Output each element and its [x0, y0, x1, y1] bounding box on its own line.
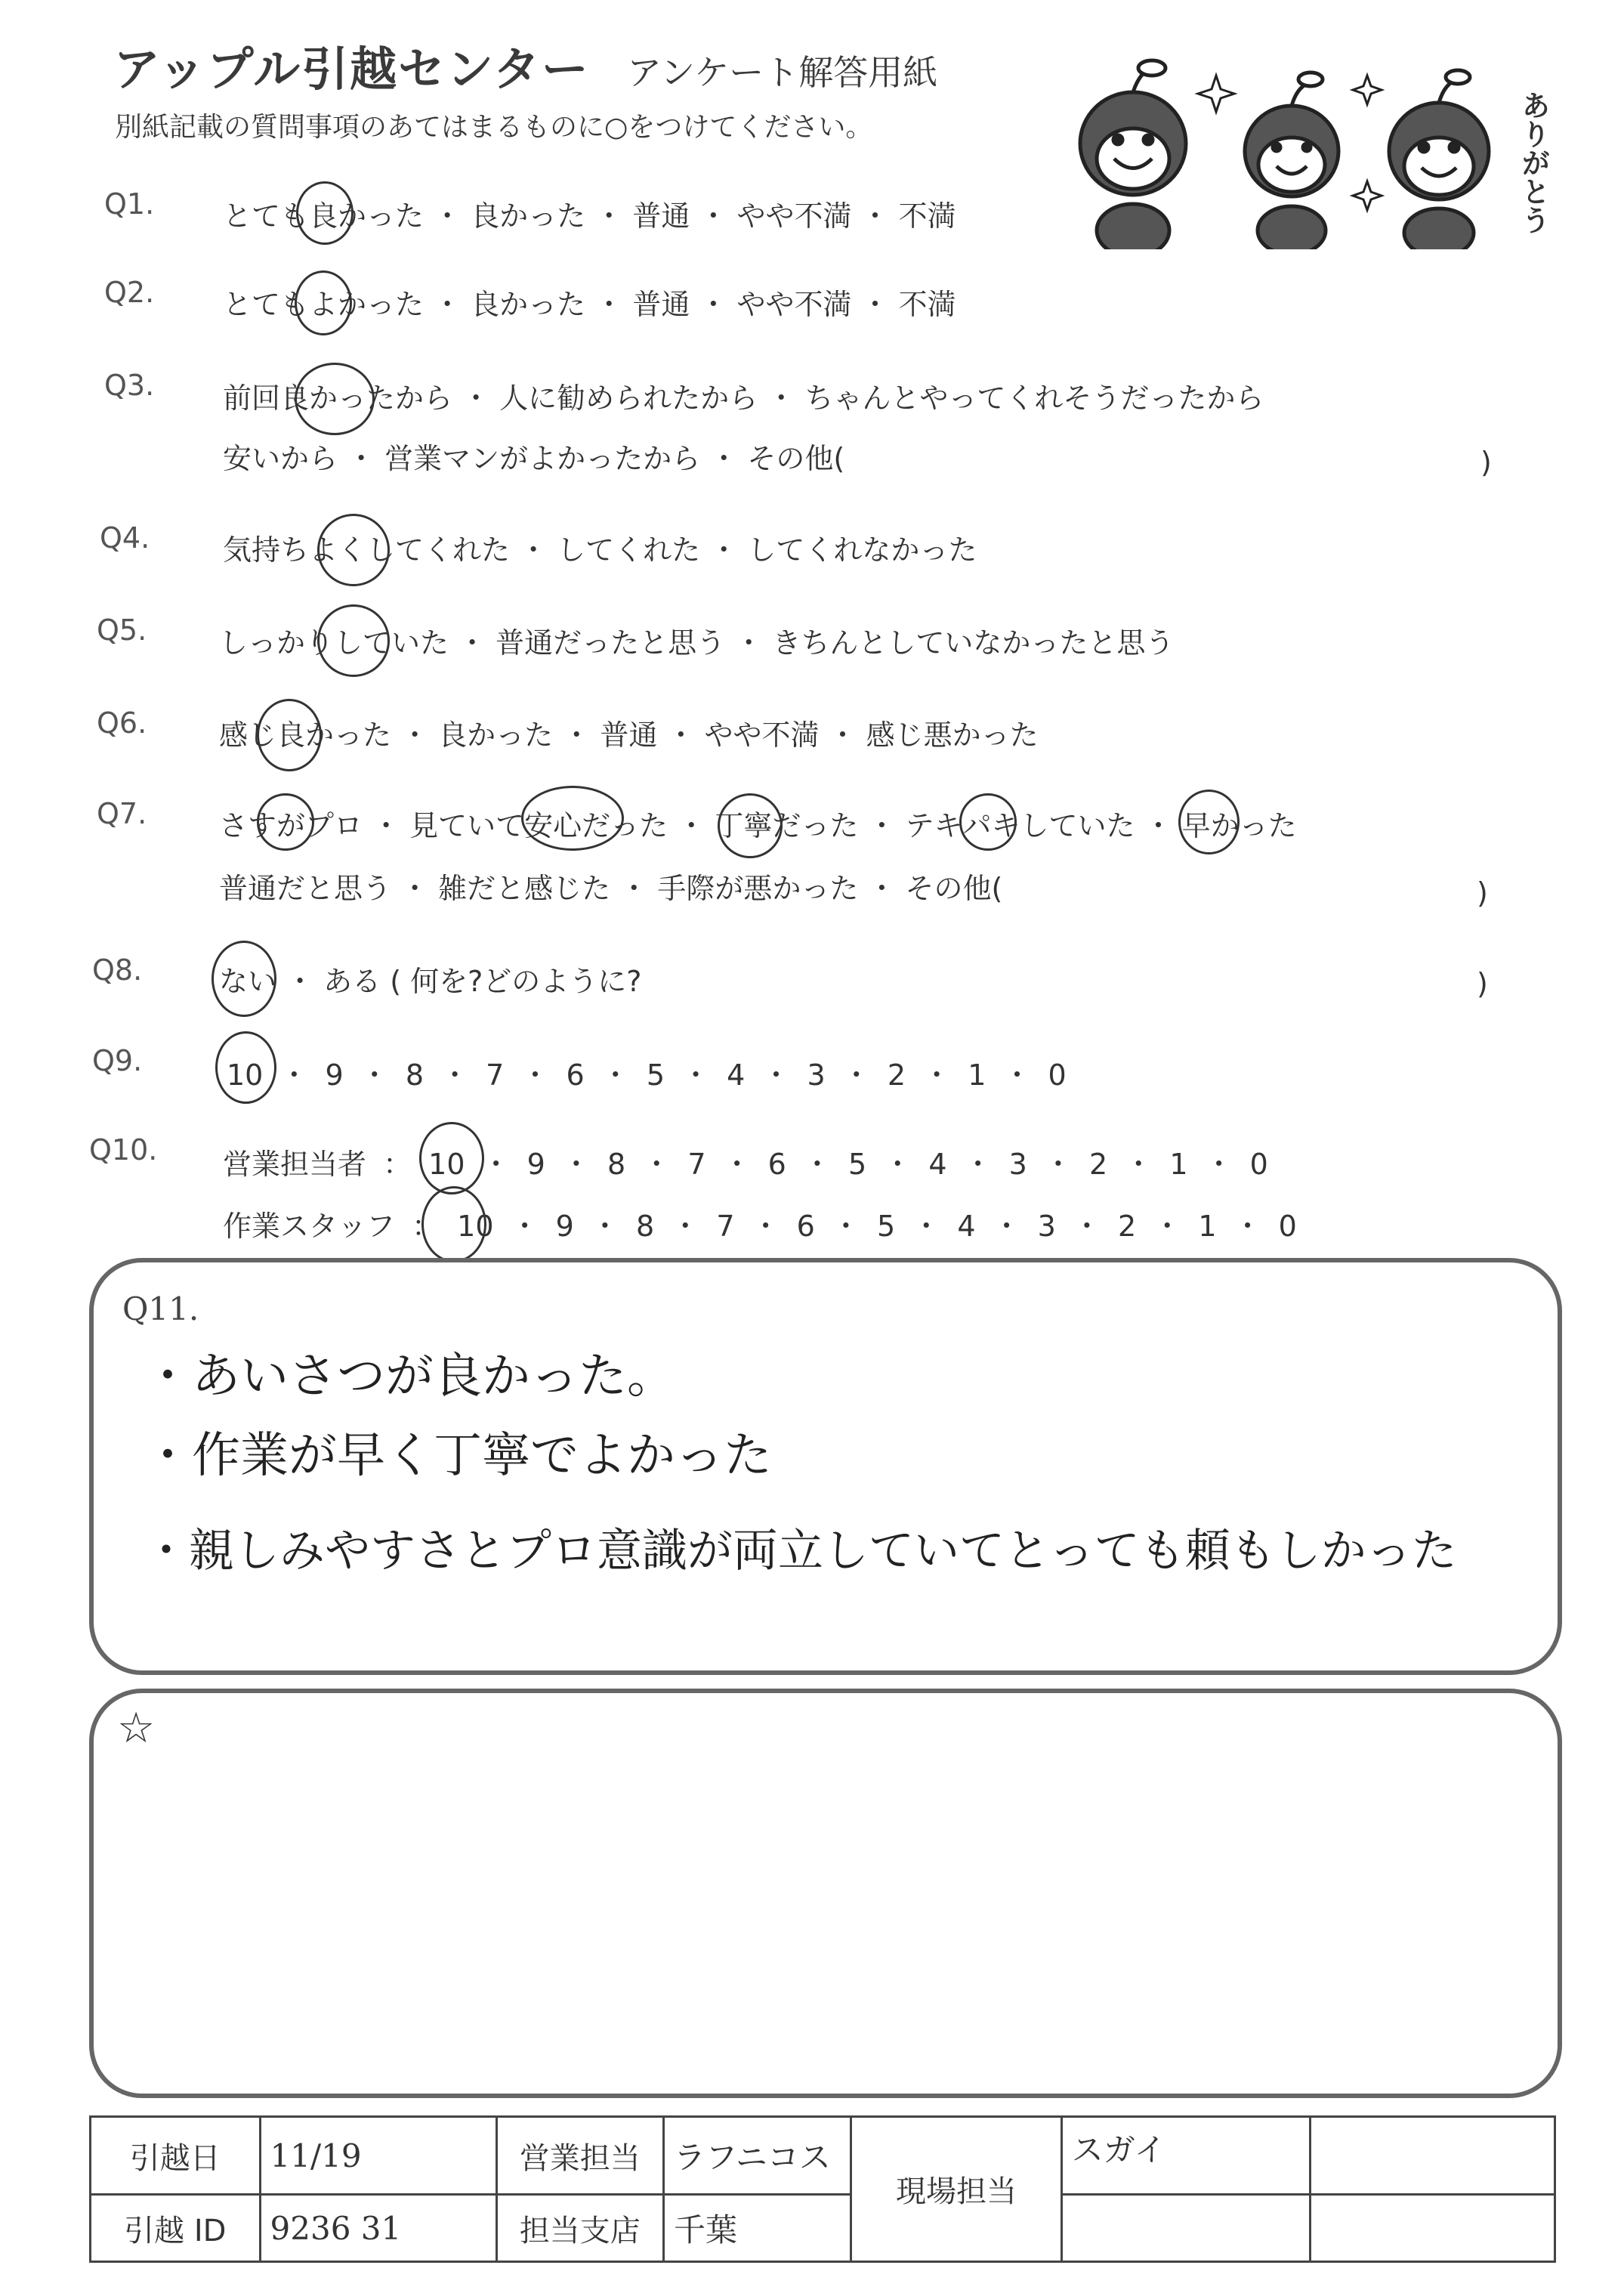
question-options: さすがプロ ・ 見ていて安心だった ・ 丁寧だった ・ テキパキしていた ・ 早かった — [219, 809, 1297, 842]
move-date-value: 11/19 — [260, 2117, 496, 2195]
question-options: ない ・ ある ( 何を?どのように? — [219, 965, 642, 998]
site-staff-extra-cell — [1311, 2117, 1555, 2195]
question-options: 気持ちよくしてくれた ・ してくれた ・ してくれなかった — [223, 533, 977, 567]
selection-circle-mark — [295, 363, 375, 435]
selection-circle-mark — [959, 793, 1017, 851]
mascot-thanks-text: ありがとう — [1517, 91, 1550, 234]
star-comment-box — [89, 1689, 1562, 2098]
move-date-label: 引越日 — [91, 2117, 261, 2195]
sales-staff-value: ラフニコス — [663, 2117, 851, 2195]
question-options-line2: 安いから ・ 営業マンがよかったから ・ その他( — [223, 442, 845, 475]
branch-value: 千葉 — [663, 2195, 851, 2262]
q11-comment-line: ・あいさつが良かった。 — [144, 1349, 675, 1405]
q11-comment-line: ・作業が早く丁寧でよかった — [144, 1428, 772, 1484]
sales-rating-scale: 営業担当者 ： 10 ・ 9 ・ 8 ・ 7 ・ 6 ・ 5 ・ 4 ・ 3 ・ 2 ・ 1 ・ 0 — [223, 1148, 1268, 1181]
q11-label: Q11. — [122, 1290, 199, 1327]
question-options: 前回良かったから ・ 人に勧められたから ・ ちゃんとやってくれそうだったから — [223, 382, 1264, 415]
paren-close: ) — [1477, 876, 1488, 910]
selection-circle-mark — [296, 181, 354, 245]
rating-scale: 10 ・ 9 ・ 8 ・ 7 ・ 6 ・ 5 ・ 4 ・ 3 ・ 2 ・ 1 ・ 0 — [227, 1058, 1067, 1092]
staff-rating-scale: 作業スタッフ ： 10 ・ 9 ・ 8 ・ 7 ・ 6 ・ 5 ・ 4 ・ 3 ・ 2 ・ 1 ・ 0 — [223, 1210, 1297, 1243]
selection-circle-mark — [421, 1186, 486, 1262]
monkey-mascot-illustration — [1050, 45, 1564, 249]
move-id-value: 9236 31 — [260, 2195, 496, 2262]
selection-circle-mark — [257, 699, 322, 771]
paren-close: ) — [1480, 446, 1492, 479]
branch-label: 担当支店 — [496, 2195, 663, 2262]
question-options: 感じ良かった ・ 良かった ・ 普通 ・ やや不満 ・ 感じ悪かった — [219, 718, 1039, 752]
selection-circle-mark — [521, 786, 624, 851]
site-staff-cell-3 — [1311, 2195, 1555, 2262]
form-instruction: 別紙記載の質問事項のあてはまるものに○をつけてください。 — [115, 112, 873, 143]
question-number: Q10. — [89, 1133, 158, 1167]
selection-circle-mark — [257, 793, 314, 851]
selection-circle-mark — [295, 270, 352, 335]
question-number: Q5. — [97, 613, 147, 647]
question-number: Q9. — [92, 1044, 143, 1077]
form-subtitle: アンケート解答用紙 — [627, 52, 938, 93]
form-title: アップル引越センター — [113, 42, 590, 97]
question-number: Q6. — [97, 706, 147, 740]
site-staff-label: 現場担当 — [851, 2117, 1062, 2262]
question-options-line2: 普通だと思う ・ 雑だと感じた ・ 手際が悪かった ・ その他( — [219, 872, 1003, 905]
selection-circle-mark — [317, 514, 390, 586]
site-staff-cell-2 — [1061, 2195, 1310, 2262]
question-number: Q2. — [104, 276, 155, 309]
paren-close: ) — [1477, 967, 1488, 1000]
question-number: Q4. — [100, 521, 150, 555]
sales-staff-label: 営業担当 — [496, 2117, 663, 2195]
question-number: Q1. — [104, 187, 155, 221]
selection-circle-mark — [718, 793, 783, 858]
selection-circle-mark — [1178, 790, 1240, 854]
question-options: とても良かった ・ 良かった ・ 普通 ・ やや不満 ・ 不満 — [223, 199, 956, 233]
selection-circle-mark — [317, 604, 390, 677]
selection-circle-mark — [419, 1122, 484, 1194]
site-staff-value: スガイ — [1061, 2117, 1310, 2195]
selection-circle-mark — [215, 1031, 276, 1104]
question-number: Q8. — [92, 953, 143, 987]
question-number: Q7. — [97, 797, 147, 830]
question-options: しっかりしていた ・ 普通だったと思う ・ きちんとしていなかったと思う — [219, 626, 1175, 660]
move-info-table — [89, 2115, 1556, 2263]
star-icon: ☆ — [117, 1704, 156, 1753]
q11-comment-line: ・親しみやすさとプロ意識が両立していてとっても頼もしかった — [144, 1525, 1457, 1578]
selection-circle-mark — [211, 941, 276, 1017]
move-id-label: 引越 ID — [91, 2195, 261, 2262]
question-number: Q3. — [104, 369, 155, 402]
question-options: とてもよかった ・ 良かった ・ 普通 ・ やや不満 ・ 不満 — [223, 288, 956, 321]
